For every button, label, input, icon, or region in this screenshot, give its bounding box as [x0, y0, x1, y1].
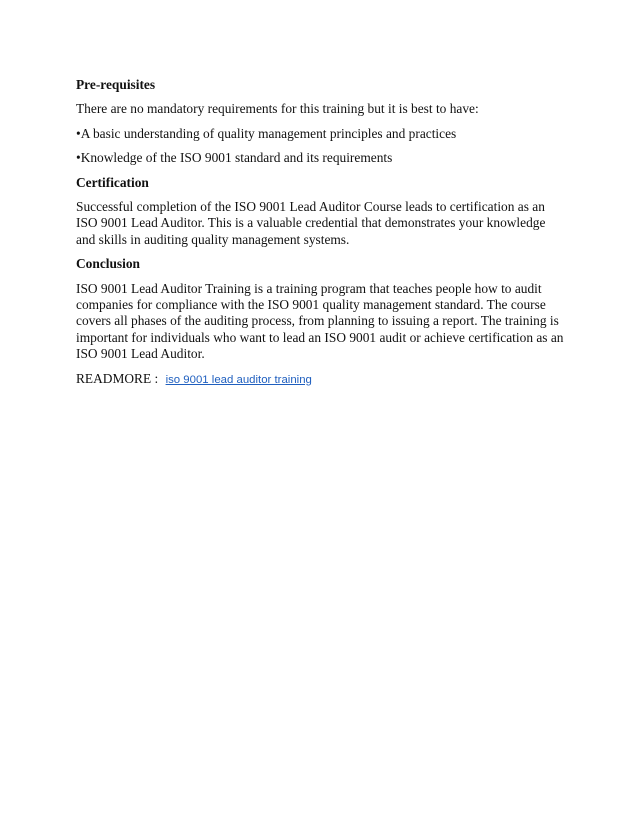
prerequisites-bullet-2: •Knowledge of the ISO 9001 standard and its requirements	[76, 150, 393, 166]
readmore-label: READMORE :	[76, 370, 159, 386]
prerequisites-bullet-1: •A basic understanding of quality management principles and practices	[76, 125, 457, 141]
certification-body: Successful completion of the ISO 9001 Lead Auditor Course leads to certification as an ISO 9001 Lead Auditor. This is a valuable credential that demonstrates your knowledge and skills in auditing quality management systems.	[76, 199, 546, 247]
certification-heading: Certification	[76, 174, 149, 190]
document-content	[76, 77, 566, 388]
conclusion-heading: Conclusion	[76, 256, 140, 272]
readmore-link[interactable]: iso 9001 lead auditor training	[165, 373, 312, 386]
conclusion-body: ISO 9001 Lead Auditor Training is a training program that teaches people how to audit companies for compliance with the ISO 9001 quality management standard. The course covers all phases of the auditing process, from planning to issuing a report. The training is important for individuals who want to lead an ISO 9001 audit or achieve certification as an ISO 9001 Lead Auditor.	[76, 280, 564, 362]
readmore-line	[76, 371, 566, 388]
prerequisites-intro: There are no mandatory requirements for this training but it is best to have:	[76, 101, 479, 117]
prerequisites-heading: Pre-requisites	[76, 77, 156, 92]
